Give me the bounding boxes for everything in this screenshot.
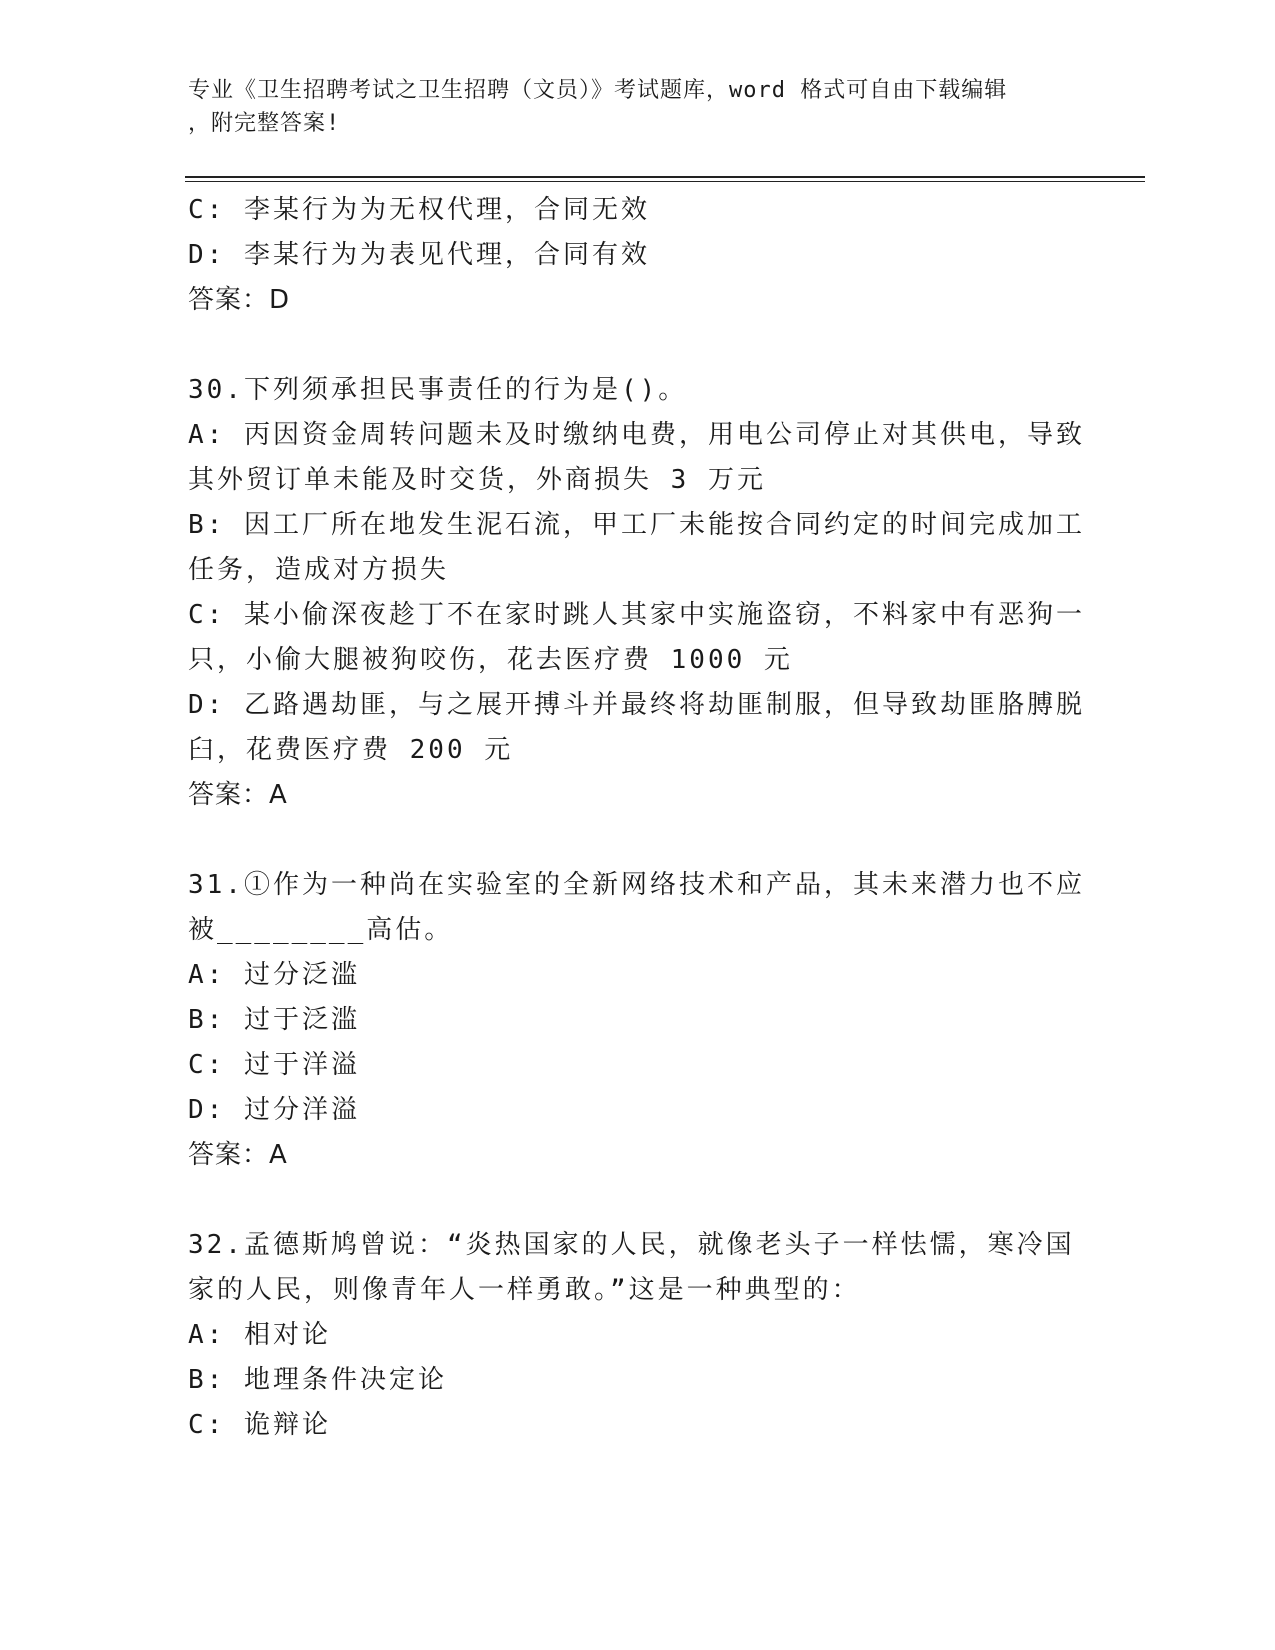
question-32: [188, 1223, 1088, 1448]
spacer: [188, 323, 1088, 368]
header-line-2: ，附完整答案!: [188, 111, 341, 136]
q31-stem-line-2: 被________高估。: [188, 915, 454, 945]
q30-answer: 答案：A: [188, 780, 288, 810]
q29-answer: 答案：D: [188, 285, 291, 315]
q29-option-c: C: 李某行为为无权代理，合同无效: [188, 195, 650, 225]
header-divider-thin: [185, 181, 1145, 182]
q32-stem-line-2: 家的人民，则像青年人一样勇敢。”这是一种典型的：: [188, 1275, 861, 1305]
question-content: [188, 188, 1088, 1448]
q30-option-b-line-2: 任务，造成对方损失: [188, 555, 450, 585]
q31-option-c: C: 过于洋溢: [188, 1050, 360, 1080]
document-header: [188, 74, 1068, 140]
question-29-tail: [188, 188, 1088, 323]
q30-stem: 30.下列须承担民事责任的行为是()。: [188, 375, 688, 405]
q31-option-b: B: 过于泛滥: [188, 1005, 360, 1035]
q30-option-d-line-1: D: 乙路遇劫匪，与之展开搏斗并最终将劫匪制服，但导致劫匪胳膊脱: [188, 690, 1085, 720]
spacer: [188, 1178, 1088, 1223]
q30-option-b-line-1: B: 因工厂所在地发生泥石流，甲工厂未能按合同约定的时间完成加工: [188, 510, 1085, 540]
q30-option-c-line-1: C: 某小偷深夜趁丁不在家时跳人其家中实施盗窃，不料家中有恶狗一: [188, 600, 1085, 630]
q32-option-b: B: 地理条件决定论: [188, 1365, 447, 1395]
q30-option-a-line-2: 其外贸订单未能及时交货，外商损失 3 万元: [188, 465, 766, 495]
q31-answer: 答案：A: [188, 1140, 288, 1170]
q32-stem-line-1: 32.孟德斯鸠曾说：“炎热国家的人民，就像老头子一样怯懦，寒冷国: [188, 1230, 1075, 1260]
q31-option-d: D: 过分洋溢: [188, 1095, 360, 1125]
header-divider-thick: [185, 176, 1145, 178]
q29-option-d: D: 李某行为为表见代理，合同有效: [188, 240, 650, 270]
q30-option-a-line-1: A: 丙因资金周转问题未及时缴纳电费，用电公司停止对其供电，导致: [188, 420, 1085, 450]
question-30: [188, 368, 1088, 818]
spacer: [188, 818, 1088, 863]
q31-option-a: A: 过分泛滥: [188, 960, 360, 990]
q30-option-d-line-2: 臼，花费医疗费 200 元: [188, 735, 514, 765]
question-31: [188, 863, 1088, 1178]
q31-stem-line-1: 31.①作为一种尚在实验室的全新网络技术和产品，其未来潜力也不应: [188, 870, 1085, 900]
q30-option-c-line-2: 只，小偷大腿被狗咬伤，花去医疗费 1000 元: [188, 645, 793, 675]
q32-option-c: C: 诡辩论: [188, 1410, 331, 1440]
header-line-1: 专业《卫生招聘考试之卫生招聘（文员）》考试题库，word 格式可自由下载编辑: [188, 78, 1008, 103]
q32-option-a: A: 相对论: [188, 1320, 331, 1350]
